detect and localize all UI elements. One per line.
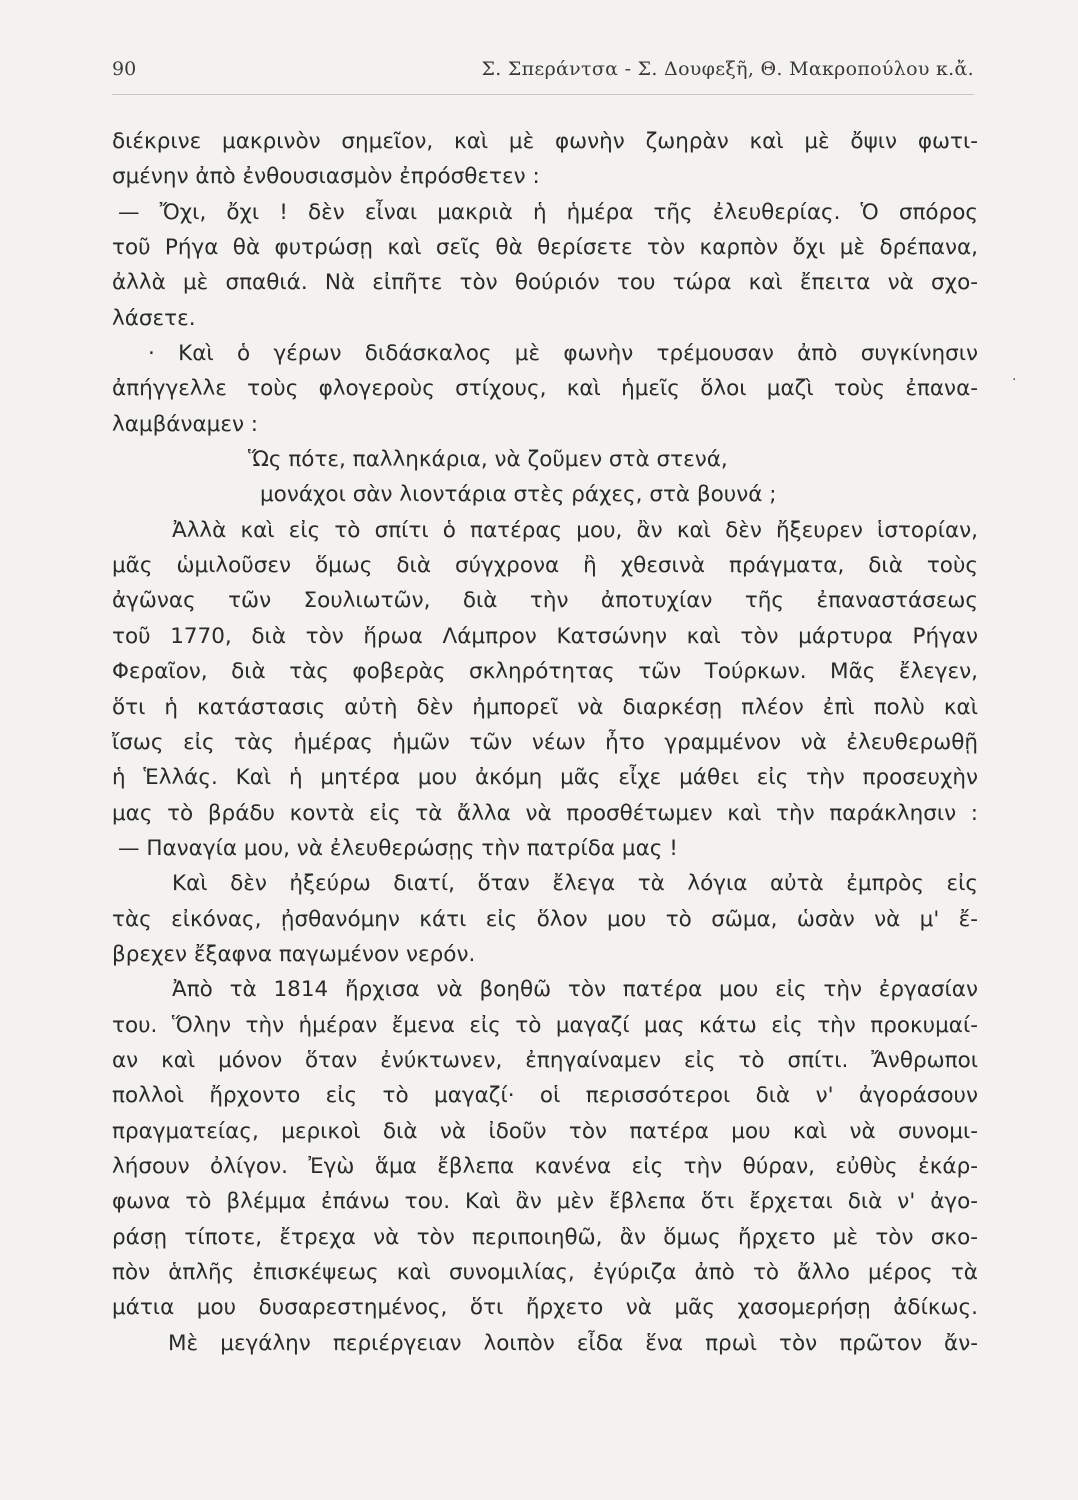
text-line: πὸν ἁπλῆς ἐπισκέψεως καὶ συνομιλίας, ἐγύριζα ἀπὸ τὸ ἄλλο μέρος τὰ [112,1260,978,1285]
text-line: μας τὸ βράδυ κοντὰ εἰς τὰ ἄλλα νὰ προσθέτωμεν καὶ τὴν παράκλησιν : [112,800,978,826]
text-line: Ἀπὸ τὰ 1814 ἤρχισα νὰ βοηθῶ τὸν πατέρα μου εἰς τὴν ἐργασίαν [172,977,978,1003]
text-line: αν καὶ μόνον ὅταν ἐνύκτωνεν, ἐπηγαίναμεν εἰς τὸ σπίτι. Ἄνθρωποι [112,1047,978,1073]
header-rule [112,94,974,95]
text-line: ἴσως εἰς τὰς ἡμέρας ἡμῶν τῶν νέων ἦτο γραμμένον νὰ ἐλευθερωθῇ [112,729,978,755]
body-text [112,124,978,1361]
verse-line: μονάχοι σὰν λιοντάρια στὲς ράχες, στὰ βουνά ; [260,482,777,508]
margin-mark: · [1012,372,1017,388]
text-line: — Ὄχι, ὄχι ! δὲν εἶναι μακριὰ ἡ ἡμέρα τῆς ἐλευθερίας. Ὁ σπόρος [118,199,978,225]
verse-line: Ὥς πότε, παλληκάρια, νὰ ζοῦμεν στὰ στενά, [248,447,728,473]
text-line: ἡ Ἑλλάς. Καὶ ἡ μητέρα μου ἀκόμη μᾶς εἶχε μάθει εἰς τὴν προσευχὴν [112,765,978,791]
text-line: πραγματείας, μερικοὶ διὰ νὰ ἰδοῦν τὸν πατέρα μου καὶ νὰ συνομι- [112,1118,978,1144]
text-line: διέκρινε μακρινὸν σημεῖον, καὶ μὲ φωνὴν ζωηρὰν καὶ μὲ ὄψιν φωτι- [112,129,978,154]
page-header [112,58,974,94]
text-line: φωνα τὸ βλέμμα ἐπάνω του. Καὶ ἂν μὲν ἔβλεπα ὅτι ἔρχεται διὰ ν' ἀγο- [112,1189,978,1215]
running-head: Σ. Σπεράντσα - Σ. Δουφεξῆ, Θ. Μακροπούλου κ.ἄ. [481,58,974,80]
text-line: ἀγῶνας τῶν Σουλιωτῶν, διὰ τὴν ἀποτυχίαν τῆς ἐπαναστάσεως [112,588,978,614]
text-line: τὰς εἰκόνας, ᾐσθανόμην κάτι εἰς ὅλον μου τὸ σῶμα, ὡσὰν νὰ μ' ἔ- [112,906,978,932]
text-line: ἀπήγγελλε τοὺς φλογεροὺς στίχους, καὶ ἡμεῖς ὅλοι μαζὶ τοὺς ἐπανα- [112,376,978,402]
text-line: μᾶς ὡμιλοῦσεν ὅμως διὰ σύγχρονα ἢ χθεσινὰ πράγματα, διὰ τοὺς [112,553,978,579]
text-line: ράσῃ τίποτε, ἔτρεχα νὰ τὸν περιποιηθῶ, ἂν ὅμως ἤρχετο μὲ τὸν σκο- [112,1224,978,1250]
text-line: λαμβάναμεν : [112,411,259,437]
text-line: Καὶ δὲν ἠξεύρω διατί, ὅταν ἔλεγα τὰ λόγια αὐτὰ ἐμπρὸς εἰς [172,871,978,897]
text-line: ἀλλὰ μὲ σπαθιά. Νὰ εἰπῆτε τὸν θούριόν του τώρα καὶ ἔπειτα νὰ σχο- [112,270,978,296]
text-line: · Καὶ ὁ γέρων διδάσκαλος μὲ φωνὴν τρέμουσαν ἀπὸ συγκίνησιν [148,341,978,367]
text-line: λήσουν ὀλίγον. Ἐγὼ ἅμα ἔβλεπα κανένα εἰς τὴν θύραν, εὐθὺς ἐκάρ- [112,1153,978,1179]
text-line: Φεραῖον, διὰ τὰς φοβερὰς σκληρότητας τῶν Τούρκων. Μᾶς ἔλεγεν, [112,659,978,685]
text-line: μάτια μου δυσαρεστημένος, ὅτι ἤρχετο νὰ μᾶς χασομερήσῃ ἀδίκως. [112,1295,978,1321]
text-line: πολλοὶ ἤρχοντο εἰς τὸ μαγαζί· οἱ περισσότεροι διὰ ν' ἀγοράσουν [112,1083,978,1109]
text-line: Ἀλλὰ καὶ εἰς τὸ σπίτι ὁ πατέρας μου, ἂν καὶ δὲν ἤξευρεν ἱστορίαν, [172,517,978,543]
text-line: βρεχεν ἔξαφνα παγωμένον νερόν. [112,941,476,967]
text-line: τοῦ 1770, διὰ τὸν ἥρωα Λάμπρον Κατσώνην καὶ τὸν μάρτυρα Ρήγαν [112,623,978,649]
page-number: 90 [112,58,137,80]
text-line: λάσετε. [112,305,196,331]
text-line: Μὲ μεγάλην περιέργειαν λοιπὸν εἶδα ἕνα πρωὶ τὸν πρῶτον ἄν- [168,1330,978,1356]
text-line: τοῦ Ρήγα θὰ φυτρώσῃ καὶ σεῖς θὰ θερίσετε τὸν καρπὸν ὄχι μὲ δρέπανα, [112,235,978,261]
text-line: — Παναγία μου, νὰ ἐλευθερώσῃς τὴν πατρίδα μας ! [118,835,678,861]
text-line: του. Ὅλην τὴν ἡμέραν ἔμενα εἰς τὸ μαγαζί μας κάτω εἰς τὴν προκυμαί- [112,1012,978,1038]
text-line: ὅτι ἡ κατάστασις αὐτὴ δὲν ἠμπορεῖ νὰ διαρκέσῃ πλέον ἐπὶ πολὺ καὶ [112,694,978,720]
text-line: σμένην ἀπὸ ἐνθουσιασμὸν ἐπρόσθετεν : [112,164,540,190]
